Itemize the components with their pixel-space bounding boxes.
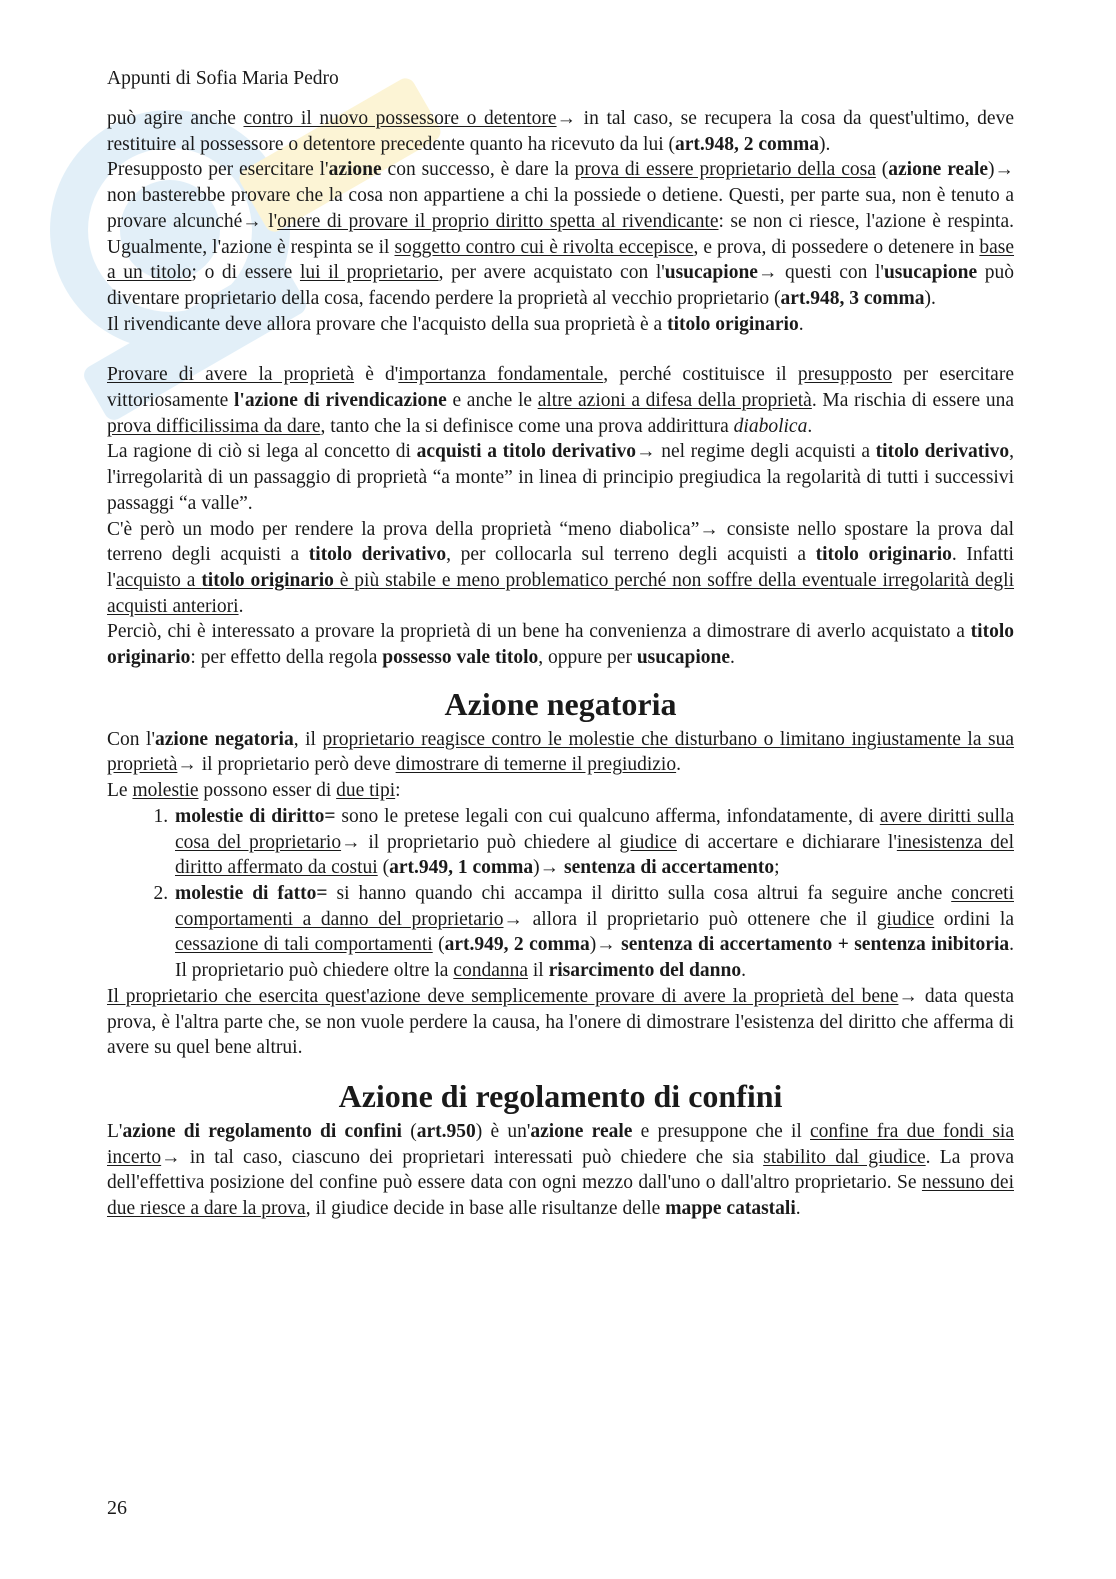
paragraph: può agire anche contro il nuovo possessore o detentore→ in tal caso, se recupera la cosa da quest'ultimo, deve restituire al possessore o detentore precedente quanto ha ricevuto da lui (art.948, 2 comma). [107,108,1014,155]
document-body [107,106,1014,1222]
paragraph: Provare di avere la proprietà è d'importanza fondamentale, perché costituisce il presupposto per esercitare vittoriosamente l'azione di rivendicazione e anche le altre azioni a difesa della proprietà. Ma rischia di essere una prova difficilissima da dare, tanto che la si definisce come una prova addirittura diabolica. [107,364,1015,437]
section-title: Azione negatoria [444,685,677,722]
paragraph: Perciò, chi è interessato a provare la proprietà di un bene ha convenienza a dimostrare di averlo acquistato a titolo originario: per effetto della regola possesso vale titolo, oppure per usucapione. [107,621,1014,669]
paragraph: C'è però un modo per rendere la prova della proprietà “meno diabolica”→ consiste nello spostare la prova dal terreno degli acquisti a titolo derivativo, per collocarla sul terreno degli acquisti a titolo originario. Infatti l'acquisto a titolo originario è più stabile e meno problematico perché non soffre della eventuale irregolarità degli acquisti anteriori. [107,518,1015,617]
list-item: 2. molestie di fatto= si hanno quando chi accampa il diritto sulla cosa altrui fa seguire anche concreti comportamenti a danno del proprietario→ allora il proprietario può ottenere che il giudice ordini la cessazione di tali comportamenti (art.949, 2 comma)→ sentenza di accertamento + sentenza inibitoria. Il proprietario può chiedere oltre la condanna il risarcimento del danno. [173,881,1014,984]
list-item: 1. molestie di diritto= sono le pretese legali con cui qualcuno afferma, infondatamente, di avere diritti sulla cosa del proprietario→ il proprietario può chiedere al giudice di accertare e dichiarare l'inesistenza del diritto affermato da costui (art.949, 1 comma)→ sentenza di accertamento; [173,804,1014,881]
paragraph: Il rivendicante deve allora provare che l'acquisto della sua proprietà è a titolo originario. [107,313,804,335]
paragraph: Con l'azione negatoria, il proprietario reagisce contro le molestie che disturbano o limitano ingiustamente la sua proprietà→ il proprietario però deve dimostrare di temerne il pregiudizio. [107,728,1015,776]
paragraph: Le molestie possono esser di due tipi: [107,780,401,802]
paragraph-spacer [107,337,1014,362]
page-number: 26 [107,1497,127,1519]
paragraph: L'azione di regolamento di confini (art.950) è un'azione reale e presuppone che il confine fra due fondi sia incerto→ in tal caso, ciascuno dei proprietari interessati può chiedere che sia stabilito dal giudice. La prova dell'effettiva posizione del confine può essere data con ogni mezzo dall'uno o dall'altro proprietario. Se nessuno dei due riesce a dare la prova, il giudice decide in base alle risultanze delle mappe catastali. [107,1120,1015,1220]
paragraph: Il proprietario che esercita quest'azione deve semplicemente provare di avere la proprietà del bene→ data questa prova, è l'altra parte che, se non vuole perdere la causa, ha l'onere di dimostrare l'esistenza del diritto che afferma di avere su quel bene altrui. [107,985,1015,1059]
section-title: Azione di regolamento di confini [338,1077,783,1114]
page-header: Appunti di Sofia Maria Pedro [107,68,339,89]
paragraph: La ragione di ciò si lega al concetto di acquisti a titolo derivativo→ nel regime degli acquisti a titolo derivativo, l'irregolarità di un passaggio di proprietà “a monte” in linea di principio pregiudica la regolarità di tutti i successivi passaggi “a valle”. [107,441,1014,514]
numbered-list [107,804,1014,984]
paragraph: Presupposto per esercitare l'azione con successo, è dare la prova di essere proprietario della cosa (azione reale)→ non basterebbe provare che la cosa non appartiene a chi la possiede o detiene. Questi, per parte sua, non è tenuto a provare alcunché→ l'onere di provare il proprio diritto spetta al rivendicante: se non ci riesce, l'azione è respinta. Ugualmente, l'azione è respinta se il soggetto contro cui è rivolta eccepisce, e prova, di possedere o detenere in base a un titolo; o di essere lui il proprietario, per avere acquistato con l'usucapione→ questi con l'usucapione può diventare proprietario della cosa, facendo perdere la proprietà al vecchio proprietario (art.948, 3 comma). [107,159,1015,309]
